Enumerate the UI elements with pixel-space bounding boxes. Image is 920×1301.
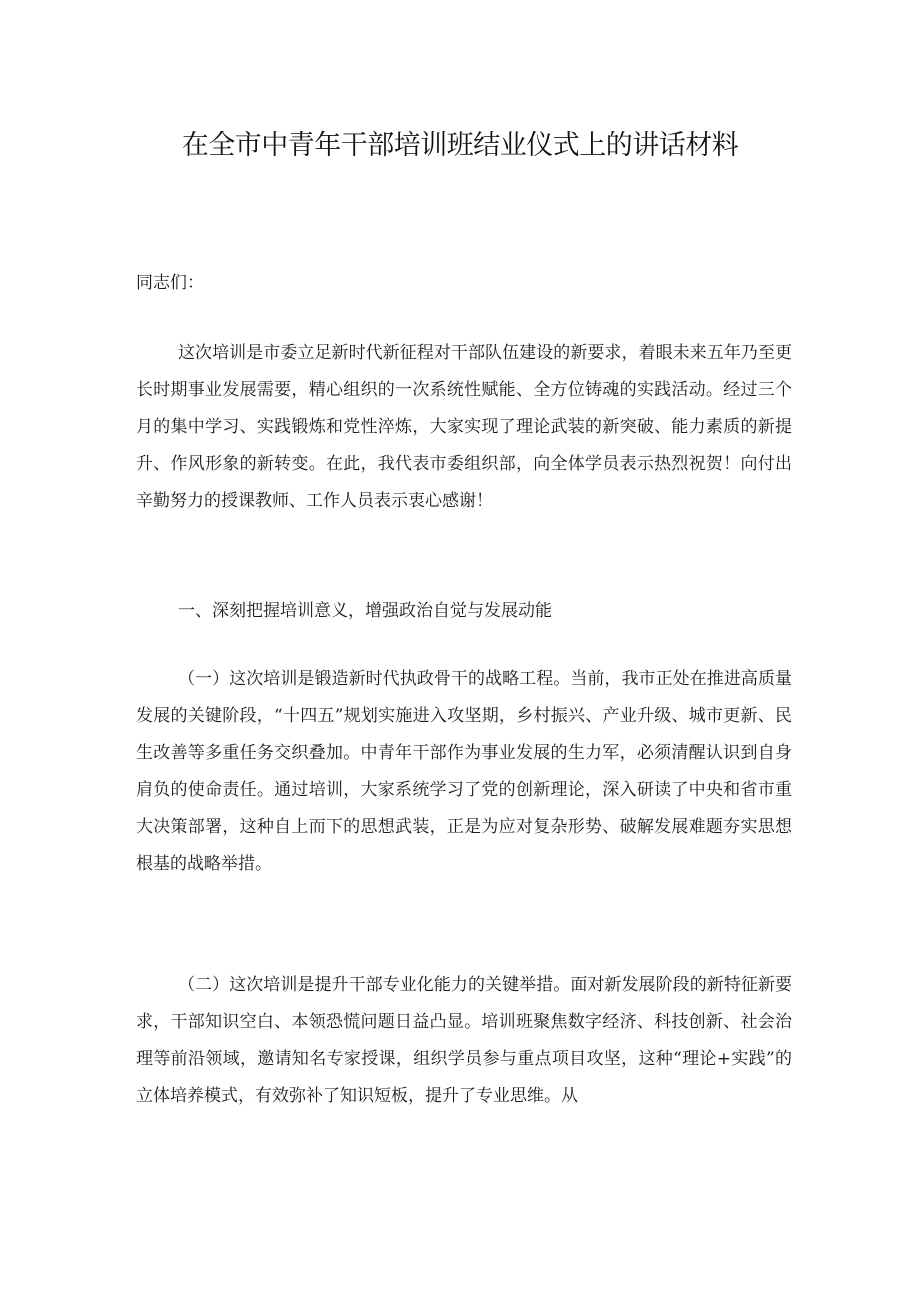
paragraph-section-1-2: （二）这次培训是提升干部专业化能力的关键举措。面对新发展阶段的新特征新要求，干部知识空白、本领恐慌问题日益凸显。培训班聚焦数字经济、科技创新、社会治理等前沿领域，邀请知名专家授课，组织学员参与重点项目攻坚，这种“理论+实践”的立体培养模式，有效弥补了知识短板，提升了专业思维。从	[136, 975, 792, 1106]
salutation: 同志们：	[136, 273, 204, 293]
section-heading-1: 一、深刻把握培训意义，增强政治自觉与发展动能	[178, 601, 552, 621]
document-title: 在全市中青年干部培训班结业仪式上的讲话材料	[181, 130, 739, 161]
paragraph-intro: 这次培训是市委立足新时代新征程对干部队伍建设的新要求，着眼未来五年乃至更长时期事业发展需要，精心组织的一次系统性赋能、全方位铸魂的实践活动。经过三个月的集中学习、实践锻炼和党性淬炼，大家实现了理论武装的新突破、能力素质的新提升、作风形象的新转变。在此，我代表市委组织部，向全体学员表示热烈祝贺！向付出辛勤努力的授课教师、工作人员表示衷心感谢！	[136, 343, 792, 511]
paragraph-section-1-1: （一）这次培训是锻造新时代执政骨干的战略工程。当前，我市正处在推进高质量发展的关键阶段，“十四五”规划实施进入攻坚期，乡村振兴、产业升级、城市更新、民生改善等多重任务交织叠加。中青年干部作为事业发展的生力军，必须清醒认识到自身肩负的使命责任。通过培训，大家系统学习了党的创新理论，深入研读了中央和省市重大决策部署，这种自上而下的思想武装，正是为应对复杂形势、破解发展难题夯实思想根基的战略举措。	[136, 669, 792, 874]
